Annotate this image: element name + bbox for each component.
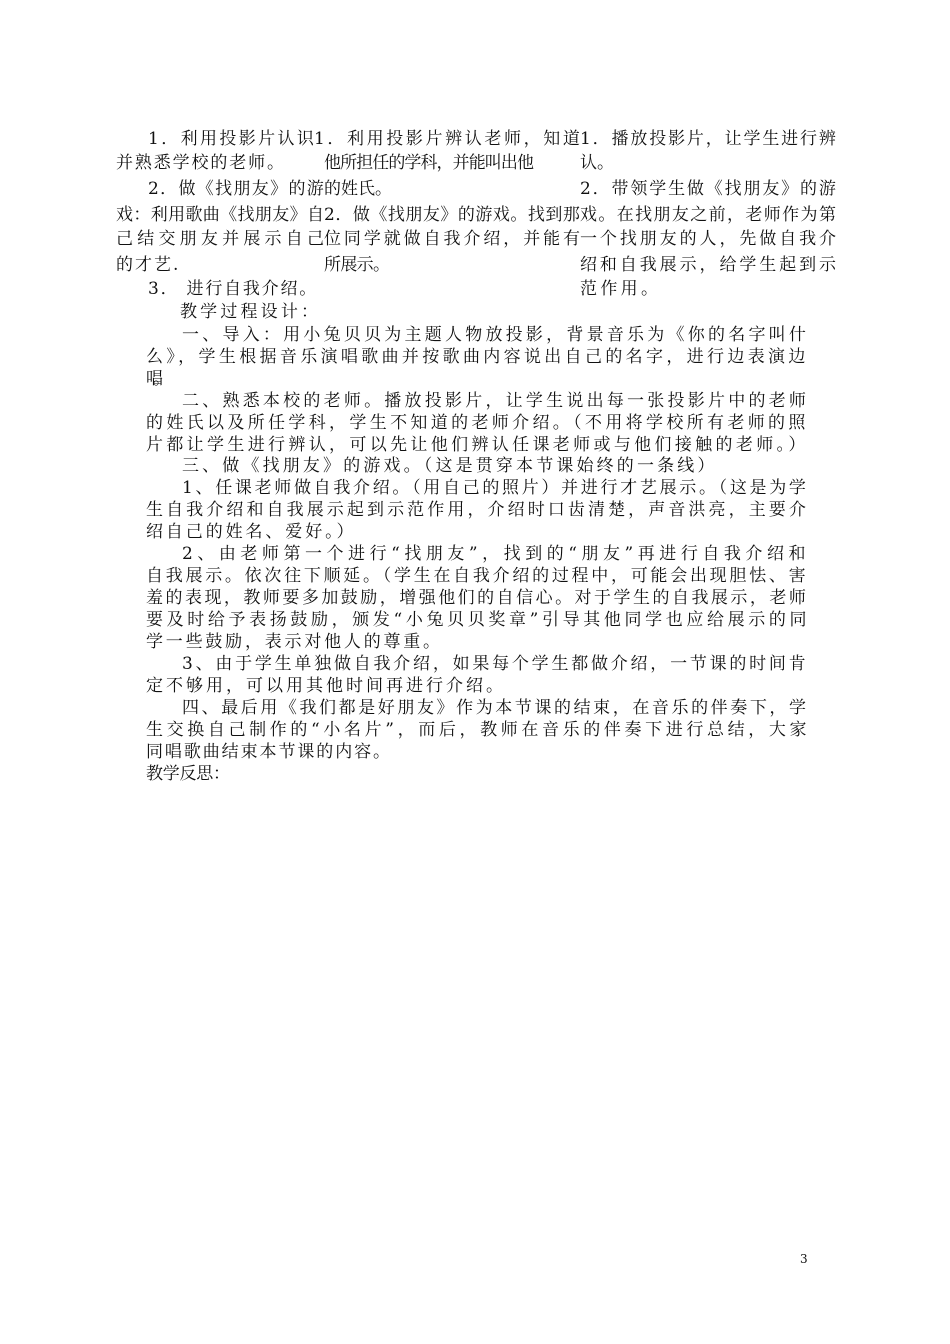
paragraph-line: 二、熟悉本校的老师。播放投影片，让学生说出每一张投影片中的老师 [182,391,810,411]
paragraph-line: 同唱歌曲结束本节课的内容。 [146,742,392,762]
paragraph-line: 的姓氏以及所任学科，学生不知道的老师介绍。（不用将学校所有老师的照 [146,413,809,433]
paragraph-line: 唱。 [146,369,160,389]
paragraph-line: 要及时给予表扬鼓励，颁发“小兔贝贝奖章”引导其他同学也应给展示的同 [146,610,811,630]
table-cell-goal-1b: 并熟悉学校的老师。 [116,153,286,173]
table-cell-teacher-2: 2．带领学生做《找朋友》的游 [580,179,838,199]
paragraph-line: 一、导入：用小兔贝贝为主题人物放投影，背景音乐为《你的名字叫什 [182,325,810,345]
paragraph-line: 三、做《找朋友》的游戏。（这是贯穿本节课始终的一条线） [182,456,718,476]
table-cell-student-2: 2．做《找朋友》的游戏。找到那 [324,205,581,225]
table-cell-student-1b: 他所担任的学科，并能叫出他 [324,153,534,173]
paragraph-line: 片都让学生进行辨认，可以先让他们辨认任课老师或与他们接触的老师。） [146,435,809,455]
section-heading-process: 教学过程设计： [180,302,322,322]
table-cell-student-1: 1．利用投影片辨认老师，知道 [314,129,583,149]
paragraph-line: 绍自己的姓名、爱好。） [146,522,357,542]
table-cell-teacher-2d: 绍和自我展示，给学生起到示 [580,255,839,275]
page-number: 3 [800,1252,808,1266]
table-cell-goal-2b: 戏：利用歌曲《找朋友》自 [116,205,325,225]
table-cell-goal-2c: 己结交朋友并展示自己 [116,229,329,249]
table-cell-goal-3: 3． 进行自我介绍。 [148,279,319,299]
paragraph-line: 定不够用，可以用其他时间再进行介绍。 [146,676,506,696]
table-cell-goal-1: 1．利用投影片认识 [148,129,317,149]
section-heading-reflection: 教学反思： [146,764,230,784]
paragraph-line: 羞的表现，教师要多加鼓励，增强他们的自信心。对于学生的自我展示，老师 [146,588,809,608]
paragraph-line: 生自我介绍和自我展示起到示范作用，介绍时口齿清楚，声音洪亮，主要介 [146,500,809,520]
table-cell-student-1c: 的姓氏。 [324,179,392,199]
paragraph-line: 3、由于学生单独做自我介绍，如果每个学生都做介绍，一节课的时间肯 [182,654,809,674]
paragraph-line: 生交换自己制作的“小名片”，而后，教师在音乐的伴奏下进行总结，大家 [146,720,811,740]
table-cell-teacher-1: 1．播放投影片，让学生进行辨 [580,129,838,149]
paragraph-line: 自我展示。依次往下顺延。（学生在自我介绍的过程中，可能会出现胆怯、害 [146,566,809,586]
table-cell-teacher-2c: 一个找朋友的人，先做自我介 [580,229,839,249]
paragraph-line: 么》，学生根据音乐演唱歌曲并按歌曲内容说出自己的名字，进行边表演边 [146,347,809,367]
table-cell-teacher-2b: 戏。在找朋友之前，老师作为第 [580,205,838,225]
table-cell-student-2b: 位同学就做自我介绍，并能有 [324,229,583,249]
paragraph-line: 1、任课老师做自我介绍。（用自己的照片）并进行才艺展示。（这是为学 [182,478,809,498]
paragraph-line: 四、最后用《我们都是好朋友》作为本节课的结束，在音乐的伴奏下，学 [182,698,809,718]
table-cell-goal-2d: 的才艺. [116,255,181,275]
paragraph-line: 2、由老师第一个进行“找朋友”，找到的“朋友”再进行自我介绍和 [182,544,811,564]
table-cell-goal-2: 2．做《找朋友》的游 [148,179,326,199]
table-cell-teacher-1b: 认。 [580,153,614,173]
paragraph-line: 学一些鼓励，表示对他人的尊重。 [146,632,443,652]
table-cell-student-2c: 所展示。 [324,255,390,275]
table-cell-teacher-2e: 范作用。 [580,279,662,299]
